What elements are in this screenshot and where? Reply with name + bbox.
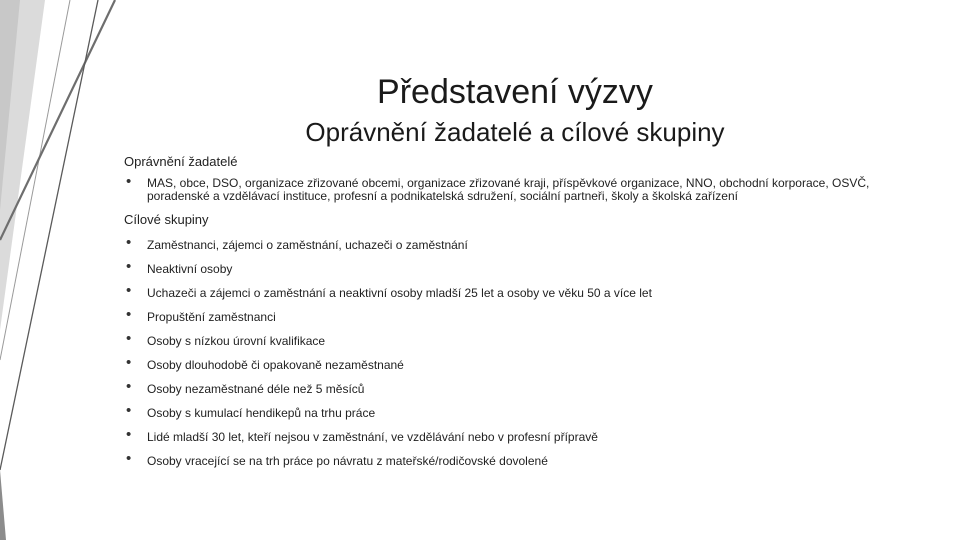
list-item xyxy=(124,281,904,305)
bullet-icon: • xyxy=(126,426,132,443)
list-item xyxy=(124,329,904,353)
list-item-text: Neaktivní osoby xyxy=(147,262,233,276)
slide-content xyxy=(124,153,904,473)
list-item-text: Zaměstnanci, zájemci o zaměstnání, uchazeči o zaměstnání xyxy=(147,238,468,252)
list-item xyxy=(124,353,904,377)
list-item-text: Osoby dlouhodobě či opakovaně nezaměstnané xyxy=(147,358,404,372)
bullet-icon: • xyxy=(126,173,132,190)
list-item-text: Osoby s kumulací hendikepů na trhu práce xyxy=(147,406,376,420)
slide-subtitle: Oprávnění žadatelé a cílové skupiny xyxy=(305,117,725,147)
eligible-applicants-heading: Oprávnění žadatelé xyxy=(124,154,238,169)
list-item xyxy=(124,173,904,203)
bullet-icon: • xyxy=(126,354,132,371)
bullet-icon: • xyxy=(126,234,132,251)
bullet-icon: • xyxy=(126,378,132,395)
bullet-icon: • xyxy=(126,330,132,347)
target-groups-list xyxy=(124,233,904,473)
list-item xyxy=(124,257,904,281)
bullet-icon: • xyxy=(126,402,132,419)
list-item-text: Uchazeči a zájemci o zaměstnání a neaktivní osoby mladší 25 let a osoby ve věku 50 a více let xyxy=(147,286,652,300)
list-item xyxy=(124,449,904,473)
list-item-text: Osoby vracející se na trh práce po návratu z mateřské/rodičovské dovolené xyxy=(147,454,548,468)
bullet-icon: • xyxy=(126,306,132,323)
list-item xyxy=(124,425,904,449)
list-item xyxy=(124,377,904,401)
list-item-text: Lidé mladší 30 let, kteří nejsou v zaměstnání, ve vzdělávání nebo v profesní přípravě xyxy=(147,430,598,444)
list-item xyxy=(124,305,904,329)
list-item-text: Osoby nezaměstnané déle než 5 měsíců xyxy=(147,382,365,396)
slide-title: Představení výzvy xyxy=(377,73,653,111)
bullet-icon: • xyxy=(126,282,132,299)
list-item xyxy=(124,401,904,425)
list-item-text: MAS, obce, DSO, organizace zřizované obcemi, organizace zřizované kraji, příspěvkové organizace, NNO, obchodní korporace, OSVČ, poradenské a vzdělávací instituce, profesní a podnikatelská sdružení, sociální partneři, školy a školská zařízení xyxy=(147,176,870,203)
list-item-text: Propuštění zaměstnanci xyxy=(147,310,276,324)
target-groups-heading: Cílové skupiny xyxy=(124,212,209,227)
eligible-applicants-list xyxy=(124,173,904,203)
list-item-text: Osoby s nízkou úrovní kvalifikace xyxy=(147,334,326,348)
list-item xyxy=(124,233,904,257)
bullet-icon: • xyxy=(126,450,132,467)
bullet-icon: • xyxy=(126,258,132,275)
